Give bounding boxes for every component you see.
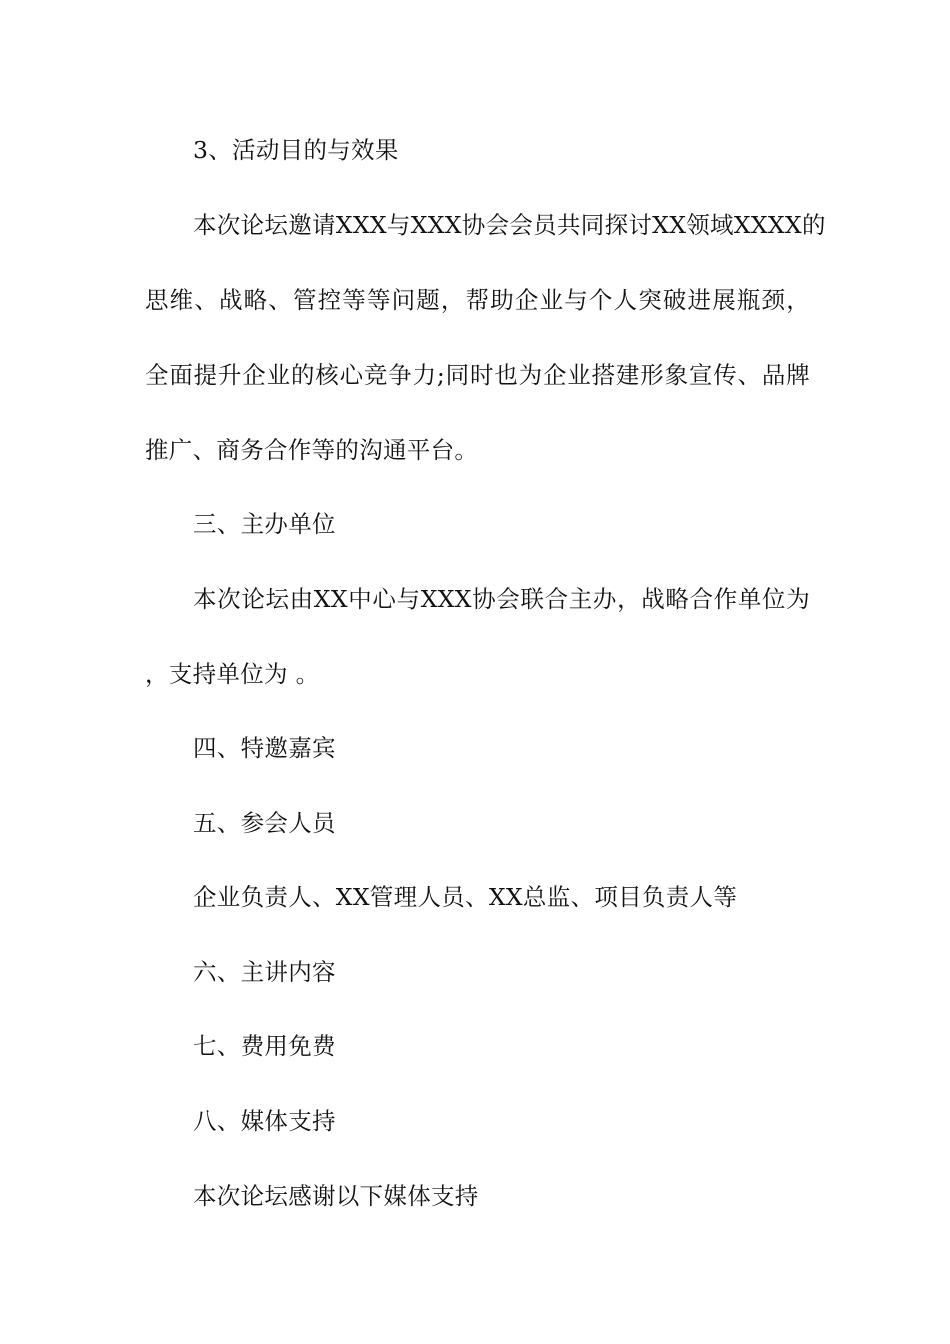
section-heading-fees: 七、费用免费 [193, 1032, 336, 1060]
paragraph-line: 本次论坛由XX中心与XXX协会联合主办，战略合作单位为 [193, 585, 810, 613]
paragraph-line: 思维、战略、管控等等问题，帮助企业与个人突破进展瓶颈， [145, 286, 810, 314]
paragraph-line: 本次论坛邀请XXX与XXX协会会员共同探讨XX领域XXXX的 [193, 211, 826, 239]
section-heading-content: 六、主讲内容 [193, 958, 336, 986]
section-heading-media: 八、媒体支持 [193, 1107, 336, 1135]
paragraph-line: ，支持单位为 。 [145, 660, 320, 688]
paragraph-line: 推广、商务合作等的沟通平台。 [145, 436, 479, 464]
section-heading-attendees: 五、参会人员 [193, 809, 336, 837]
paragraph-line: 本次论坛感谢以下媒体支持 [193, 1182, 479, 1210]
section-heading-organizer: 三、主办单位 [193, 510, 336, 538]
section-heading-purpose: 3、活动目的与效果 [193, 136, 399, 164]
paragraph-line: 全面提升企业的核心竞争力;同时也为企业搭建形象宣传、品牌 [145, 361, 810, 389]
paragraph-line: 企业负责人、XX管理人员、XX总监、项目负责人等 [193, 883, 738, 911]
section-heading-guests: 四、特邀嘉宾 [193, 734, 336, 762]
